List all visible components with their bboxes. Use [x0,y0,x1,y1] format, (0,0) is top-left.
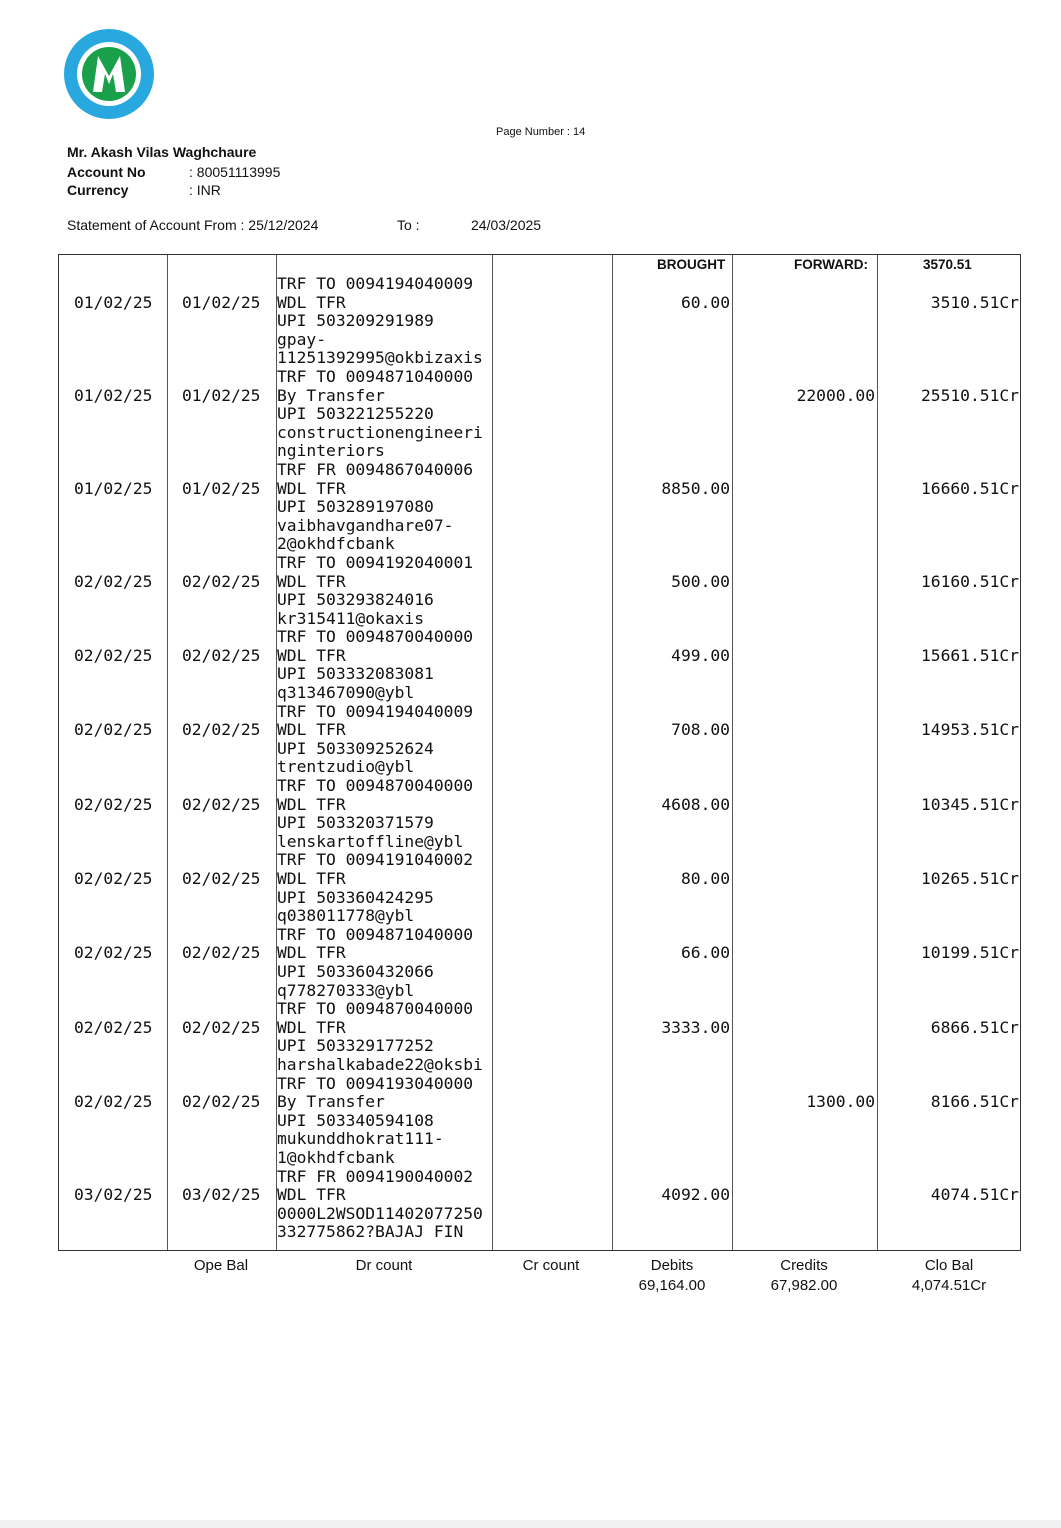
particulars-line: WDL TFR [277,721,346,740]
particulars-line: kr315411@okaxis [277,609,425,628]
value-date: 02/02/25 [182,571,261,591]
particulars-line: WDL TFR [277,572,346,591]
particulars-line: WDL TFR [277,795,346,814]
particulars [277,628,491,702]
txn-date: 01/02/25 [74,292,153,312]
balance: 3510.51Cr [930,292,1019,312]
particulars-line: q778270333@ybl [277,981,415,1000]
particulars [277,275,491,368]
particulars-line: TRF TO 0094193040000 [277,1074,474,1093]
particulars [277,1000,491,1074]
particulars-line: UPI 503309252624 [277,739,434,758]
page-number: Page Number : 14 [496,126,586,138]
table-row [58,851,1021,925]
particulars-line: 1@okhdfcbank [277,1148,395,1167]
customer-name: Mr. Akash Vilas Waghchaure [67,144,257,160]
credits-total: 67,982.00 [770,1277,838,1294]
credits-label: Credits [780,1257,828,1274]
table-row [58,368,1021,461]
txn-date: 01/02/25 [74,478,153,498]
balance: 8166.51Cr [930,1092,1019,1112]
particulars [277,1168,491,1242]
particulars-line: WDL TFR [277,870,346,888]
particulars-line: 0000L2WSOD11402077250 [277,1204,483,1223]
particulars-line: gpay- [277,330,327,349]
dr-count-label: Dr count [355,1257,413,1274]
particulars-line: constructionengineeri [277,423,483,442]
particulars-line: WDL TFR [277,293,346,312]
brought-label: BROUGHT [657,257,726,272]
value-date: 02/02/25 [182,943,261,963]
particulars-line: UPI 503360424295 [277,888,434,907]
particulars-line: q313467090@ybl [277,684,415,703]
currency-label: Currency [67,182,129,198]
balance: 14953.51Cr [920,720,1019,740]
table-row [58,1168,1021,1242]
value-date: 01/02/25 [182,478,261,498]
particulars-line: UPI 503340594108 [277,1111,434,1130]
forward-label: FORWARD: [794,257,868,272]
table-row [58,275,1021,368]
particulars-line: UPI 503293824016 [277,591,434,610]
credit-amount: 1300.00 [806,1092,875,1112]
value-date: 02/02/25 [182,645,261,665]
table-row [58,461,1021,554]
particulars-line: TRF TO 0094870040000 [277,628,474,647]
clo-bal-label: Clo Bal [924,1257,974,1274]
txn-date: 03/02/25 [74,1185,153,1205]
particulars-line: TRF FR 0094190040002 [277,1167,474,1186]
particulars-line: lenskartoffline@ybl [277,832,464,851]
table-row [58,628,1021,702]
particulars-line: UPI 503320371579 [277,814,434,833]
particulars-line: vaibhavgandhare07- [277,516,454,535]
txn-date: 02/02/25 [74,794,153,814]
particulars-line: 332775862?BAJAJ FIN [277,1223,464,1242]
account-no-value: : 80051113995 [189,164,281,180]
particulars [277,368,491,461]
debit-amount: 499.00 [671,645,730,665]
particulars-line: nginteriors [277,442,385,461]
particulars-line: TRF TO 0094194040009 [277,702,474,721]
value-date: 01/02/25 [182,385,261,405]
balance: 15661.51Cr [920,645,1019,665]
account-no-label: Account No [67,164,146,180]
txn-date: 02/02/25 [74,869,153,888]
particulars-line: 11251392995@okbizaxis [277,349,483,368]
value-date: 03/02/25 [182,1185,261,1205]
txn-date: 02/02/25 [74,943,153,963]
statement-to-label: To : [397,217,420,233]
particulars-line: UPI 503221255220 [277,405,434,424]
particulars-line: TRF TO 0094871040000 [277,925,474,944]
particulars-line: q038011778@ybl [277,907,415,926]
debit-amount: 8850.00 [661,478,730,498]
balance: 10265.51Cr [920,869,1019,888]
currency-value: : INR [189,182,221,198]
particulars-line: TRF FR 0094867040006 [277,460,474,479]
txn-date: 02/02/25 [74,1092,153,1112]
particulars-line: WDL TFR [277,1186,346,1205]
table-row [58,1075,1021,1168]
balance: 6866.51Cr [930,1017,1019,1037]
balance: 25510.51Cr [920,385,1019,405]
particulars-line: UPI 503360432066 [277,962,434,981]
debit-amount: 500.00 [671,571,730,591]
particulars [277,777,491,851]
particulars-line: By Transfer [277,1093,385,1112]
txn-date: 01/02/25 [74,385,153,405]
balance: 16660.51Cr [920,478,1019,498]
particulars-line: WDL TFR [277,479,346,498]
debit-amount: 708.00 [671,720,730,740]
value-date: 02/02/25 [182,869,261,888]
brought-forward-amount: 3570.51 [923,257,972,272]
statement-to-date: 24/03/2025 [471,217,542,233]
particulars-line: TRF TO 0094194040009 [277,275,474,293]
table-row [58,554,1021,628]
debits-total: 69,164.00 [638,1277,706,1294]
particulars-line: TRF TO 0094871040000 [277,367,474,386]
particulars-line: WDL TFR [277,1018,346,1037]
particulars-line: mukunddhokrat111- [277,1130,444,1149]
balance: 4074.51Cr [930,1185,1019,1205]
txn-date: 02/02/25 [74,571,153,591]
credit-amount: 22000.00 [796,385,875,405]
particulars-line: trentzudio@ybl [277,758,415,777]
value-date: 02/02/25 [182,720,261,740]
balance: 10345.51Cr [920,794,1019,814]
particulars-line: UPI 503289197080 [277,498,434,517]
table-row [58,1000,1021,1074]
debit-amount: 80.00 [680,869,730,888]
clo-bal-value: 4,074.51Cr [911,1277,987,1294]
bank-logo [63,28,155,120]
debit-amount: 66.00 [680,943,730,963]
particulars-line: 2@okhdfcbank [277,535,395,554]
cr-count-label: Cr count [522,1257,580,1274]
transaction-rows [58,275,1021,1242]
particulars-line: TRF TO 0094870040000 [277,777,474,796]
particulars [277,703,491,777]
debit-amount: 60.00 [680,292,730,312]
bottom-strip [0,1520,1061,1528]
table-row [58,777,1021,851]
balance: 10199.51Cr [920,943,1019,963]
txn-date: 02/02/25 [74,645,153,665]
particulars-line: TRF TO 0094192040001 [277,553,474,572]
debit-amount: 4092.00 [661,1185,730,1205]
particulars-line: UPI 503332083081 [277,665,434,684]
debit-amount: 3333.00 [661,1017,730,1037]
particulars-line: WDL TFR [277,646,346,665]
particulars-line: harshalkabade22@oksbi [277,1055,483,1074]
particulars-line: TRF TO 0094191040002 [277,851,474,870]
txn-date: 02/02/25 [74,720,153,740]
debit-amount: 4608.00 [661,794,730,814]
table-row [58,703,1021,777]
particulars-line: WDL TFR [277,944,346,963]
ope-bal-label: Ope Bal [193,1257,249,1274]
debits-label: Debits [650,1257,694,1274]
txn-date: 02/02/25 [74,1017,153,1037]
balance: 16160.51Cr [920,571,1019,591]
statement-from: Statement of Account From : 25/12/2024 [67,217,319,233]
particulars [277,461,491,554]
particulars-line: By Transfer [277,386,385,405]
value-date: 01/02/25 [182,292,261,312]
value-date: 02/02/25 [182,794,261,814]
value-date: 02/02/25 [182,1017,261,1037]
particulars-line: UPI 503329177252 [277,1037,434,1056]
particulars [277,1075,491,1168]
table-row [58,926,1021,1000]
particulars [277,926,491,1000]
particulars [277,554,491,628]
value-date: 02/02/25 [182,1092,261,1112]
particulars-line: UPI 503209291989 [277,312,434,331]
particulars-line: TRF TO 0094870040000 [277,1000,474,1019]
particulars [277,851,491,925]
